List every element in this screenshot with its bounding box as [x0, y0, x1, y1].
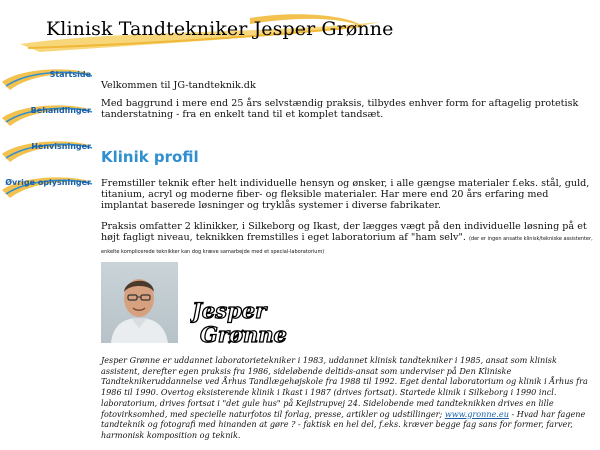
photo-website-link[interactable]: www.gronne.eu [444, 408, 509, 419]
portrait-photo [101, 262, 178, 343]
signature-logo [190, 296, 300, 352]
nav-item-startside[interactable] [0, 64, 95, 94]
svg-text:Grønne: Grønne [200, 322, 287, 347]
intro-paragraph: Med baggrund i mere end 25 års selvstændig praksis, tilbydes enhver form for aftagelig protetisk tanderstatning - fra en enkelt tand til et komplet tandsæt. [101, 98, 579, 121]
profile-paragraph-2 [101, 221, 596, 259]
portrait-photo-icon [101, 262, 178, 343]
site-title: Klinisk Tandtekniker Jesper Grønne [46, 18, 394, 40]
bio-paragraph [101, 355, 591, 441]
nav-label: Henvisninger [31, 142, 91, 151]
section-heading: Klinik profil [101, 148, 199, 166]
nav-label: Behandlinger [30, 106, 91, 115]
profile-paragraph-2-main: Praksis omfatter 2 klinikker, i Silkeborg og Ikast, der lægges vægt på den individuelle løsning på et højt fagligt niveau, teknikken fremstilles i eget laboratorium af "ham selv". [101, 221, 587, 244]
profile-paragraph-1: Fremstiller teknik efter helt individuelle hensyn og ønsker, i alle gængse materialer f.eks. stål, guld, titanium, acryl og moderne fiber- og fleksible materialer. Har mere end 20 års erfaring med implantat baserede løsninger og tryklås systemer i diverse fabrikater. [101, 178, 590, 212]
nav-label: Startside [49, 70, 91, 79]
svg-text:Jesper: Jesper [192, 298, 267, 323]
nav-item-henvisninger[interactable] [0, 136, 95, 166]
welcome-text: Velkommen til JG-tandteknik.dk [101, 80, 256, 91]
signature-logo-icon [190, 296, 300, 348]
nav-swoosh-icon [0, 172, 95, 202]
bio-text-continued: - Hvad har fagene tandteknik og fotografi med hinanden at gøre ? - faktisk en hel del, f.eks. kræver begge fag sans for former, farver, harmonisk komposition og teknik. [101, 408, 586, 440]
nav-item-behandlinger[interactable] [0, 100, 95, 130]
nav-swoosh-icon [0, 64, 95, 94]
nav-label: Øvrige oplysninger [5, 178, 91, 187]
nav-item-ovrige-oplysninger[interactable] [0, 172, 95, 202]
nav-swoosh-icon [0, 100, 95, 130]
site-header [0, 0, 600, 60]
bio-text: Jesper Grønne er uddannet laboratorietekniker i 1983, uddannet klinisk tandtekniker i 1985, ansat som klinisk assistent, derefter egen praksis fra 1986, sideløbende deltids-ansat som underviser på Den Kliniske Tandteknikeruddannelse ved Århus Tandlægehøjskole fra 1988 til 1992. Eget dental laboratorium og klinik i Århus fra 1986 til 1990. Overtog eksisterende klinik i Ikast i 1987 (drives fortsat). Startede klinik i Silkeborg i 1990 incl. laboratorium, drives fortsat i "det gule hus" på Kejlstrupvej 24. Sidelobende med tandteknikken drives en lille fotovirksomhed, med specielle naturfotos til forlag, presse, artikler og udstillinger; [101, 355, 588, 419]
profile-footnote: (der er ingen ansatte klinisk/tekniske assistenter, enkelte komplicerede teknikker kan dog kræve samarbejde med et special-laboratorium) [101, 236, 593, 256]
nav-swoosh-icon [0, 136, 95, 166]
